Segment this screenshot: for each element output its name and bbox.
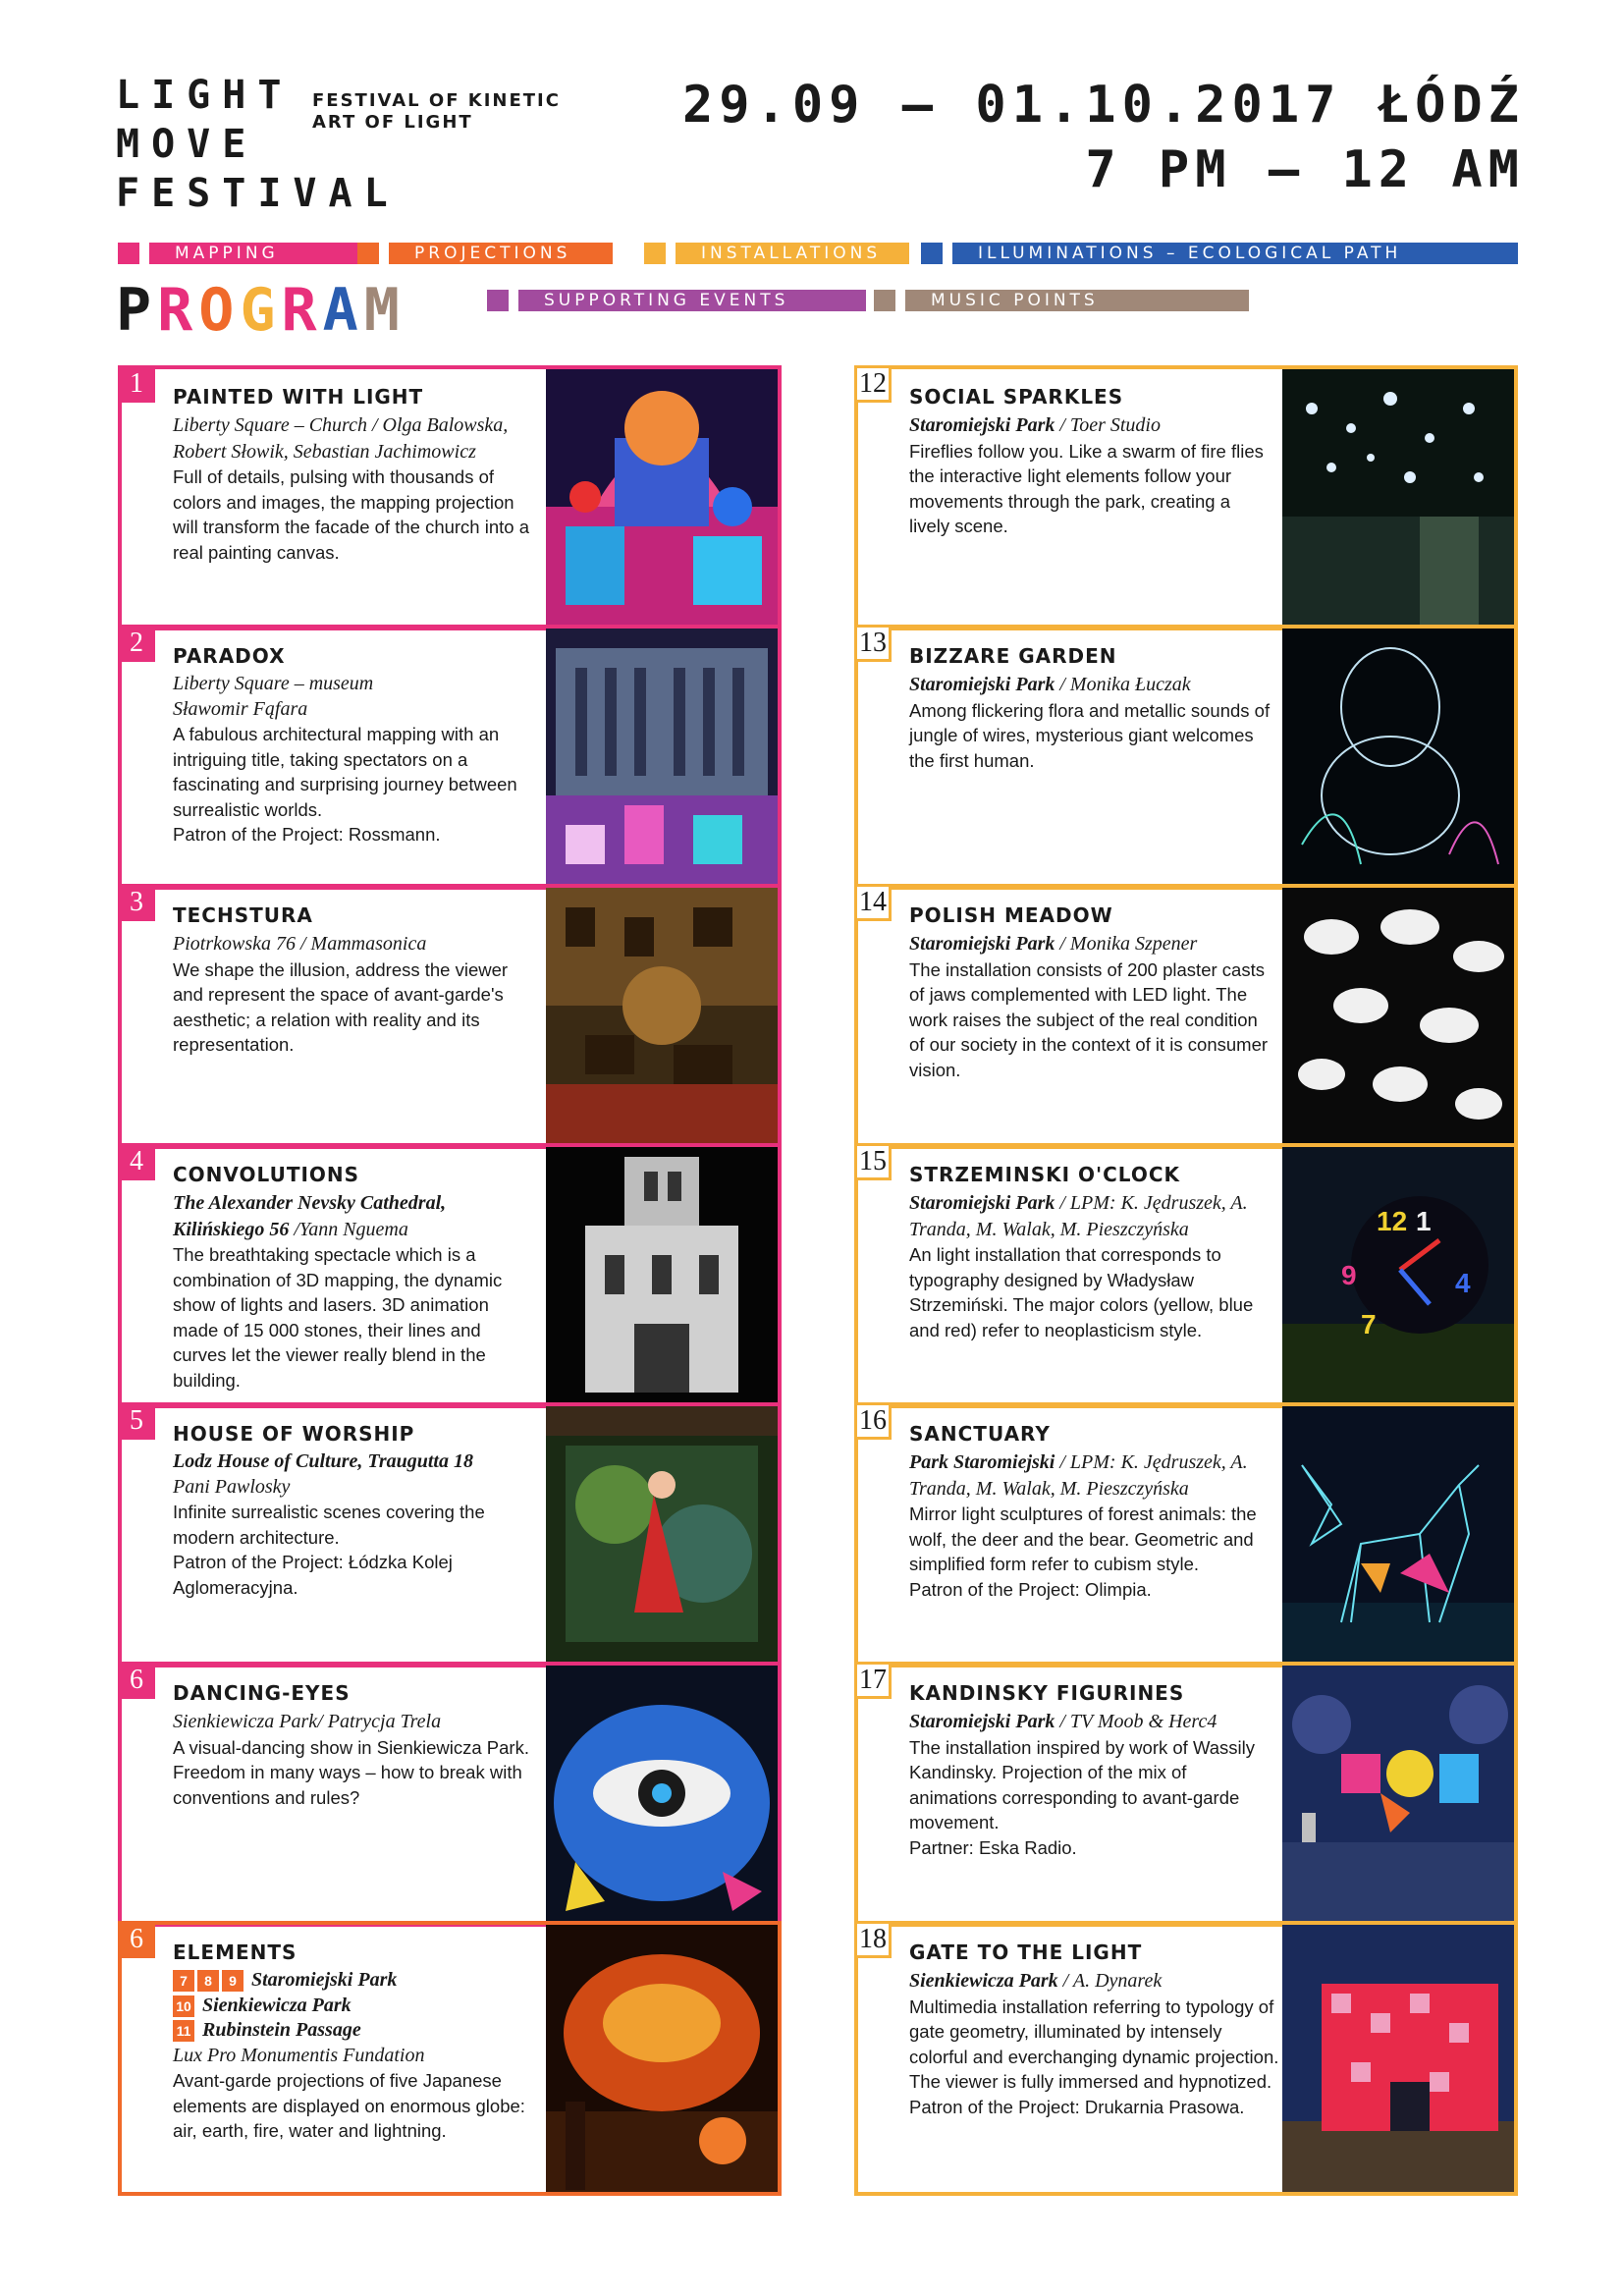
- event-description: Fireflies follow you. Like a swarm of fire flies the interactive light elements follow your movements through the park, creating a lively scene.: [909, 440, 1264, 536]
- category-illuminations: [921, 242, 1518, 265]
- event-author: / Mammasonica: [296, 933, 427, 955]
- event-card: [118, 1662, 782, 1927]
- event-card: [118, 1402, 782, 1667]
- event-photo: [1282, 1925, 1514, 2192]
- logo-line: FESTIVAL: [116, 171, 400, 216]
- program-title-letter: M: [363, 276, 406, 345]
- event-author: / LPM: K. Jędruszek, A. Tranda, M. Walak, M. Pieszczyńska: [909, 1192, 1248, 1240]
- event-card: [854, 884, 1518, 1149]
- event-author: /Yann Nguema: [289, 1218, 408, 1240]
- event-description: The installation consists of 200 plaster casts of jaws complemented with LED light. The work raises the subject of the real condition of our society in the context of it is consumer vision.: [909, 958, 1269, 1080]
- logo-line: MOVE: [116, 122, 258, 167]
- event-description: Multimedia installation referring to typology of gate geometry, illuminated by intensely colorful and everchanging dynamic projection. The viewer is fully immersed and hypnotized. Patron of the Project: Drukarnia Prasowa.: [909, 1995, 1279, 2117]
- event-title: POLISH MEADOW: [909, 903, 1113, 927]
- event-description: Among flickering flora and metallic sounds of jungle of wires, mysterious giant welcomes the first human.: [909, 699, 1271, 771]
- program-title: [116, 276, 406, 345]
- event-photo: [546, 1925, 778, 2192]
- event-title: PAINTED WITH LIGHT: [173, 385, 424, 409]
- category-swatch: [874, 290, 895, 311]
- event-card: [118, 1143, 782, 1408]
- event-patron: Patron of the Project: Łódzka Kolej Aglomeracyjna.: [173, 1552, 453, 1598]
- event-title: GATE TO THE LIGHT: [909, 1941, 1143, 1964]
- event-description: Full of details, pulsing with thousands of colors and images, the mapping projection will transform the facade of the church into a real painting canvas.: [173, 466, 529, 563]
- event-photo: [1282, 1406, 1514, 1664]
- event-number: 6: [118, 1921, 155, 1958]
- event-title: CONVOLUTIONS: [173, 1163, 360, 1186]
- event-location-row: [173, 1994, 536, 2019]
- event-photo: [1282, 369, 1514, 627]
- category-swatch: [644, 243, 666, 264]
- event-patron: Patron of the Project: Olimpia.: [909, 1578, 1152, 1600]
- event-card: [854, 1143, 1518, 1408]
- event-title: ELEMENTS: [173, 1941, 298, 1964]
- tagline-line: ART OF LIGHT: [312, 112, 473, 133]
- event-title: PARADOX: [173, 644, 286, 668]
- event-number: 5: [118, 1402, 155, 1440]
- category-music: [874, 289, 1249, 312]
- tagline-line: FESTIVAL OF KINETIC: [312, 90, 561, 111]
- event-card: [854, 365, 1518, 630]
- event-number: 4: [118, 1143, 155, 1180]
- program-title-letter: G: [240, 276, 282, 345]
- event-number: 1: [118, 365, 155, 403]
- event-author: / LPM: K. Jędruszek, A. Tranda, M. Walak, M. Pieszczyńska: [909, 1451, 1248, 1500]
- event-number: 12: [854, 365, 892, 403]
- event-title: SOCIAL SPARKLES: [909, 385, 1124, 409]
- category-label: ILLUMINATIONS – ECOLOGICAL PATH: [952, 243, 1518, 264]
- event-number: 15: [854, 1143, 892, 1180]
- category-mapping: [118, 242, 357, 265]
- event-card: [118, 625, 782, 890]
- event-card: [118, 1921, 782, 2196]
- event-title: DANCING-EYES: [173, 1681, 351, 1705]
- event-photo: [1282, 1147, 1514, 1404]
- event-title: TECHSTURA: [173, 903, 313, 927]
- event-author: / Toer Studio: [1055, 414, 1161, 436]
- event-number-tag: 9: [222, 1970, 243, 1992]
- event-photo: [1282, 1666, 1514, 1923]
- event-number: 13: [854, 625, 892, 662]
- event-number: 14: [854, 884, 892, 921]
- event-author: / Patrycja Trela: [317, 1711, 442, 1732]
- event-location: The Alexander Nevsky Cathedral, Kilińskiego 56: [173, 1192, 447, 1240]
- category-swatch: [118, 243, 139, 264]
- category-projections: [357, 242, 613, 265]
- svg-text:7: 7: [1361, 1309, 1377, 1339]
- event-photo: [1282, 629, 1514, 886]
- event-description: Avant-garde projections of five Japanese elements are displayed on enormous globe: air, earth, fire, water and lightning.: [173, 2070, 525, 2141]
- event-location: Liberty Square – museum: [173, 673, 374, 694]
- event-location: Sienkiewicza Park: [173, 1711, 318, 1732]
- event-card: [854, 625, 1518, 890]
- event-description: A fabulous architectural mapping with an intriguing title, taking spectators on a fascinating and surprising journey between surrealistic worlds.: [173, 724, 517, 820]
- event-author: / TV Moob & Herc4: [1055, 1711, 1217, 1732]
- svg-text:4: 4: [1455, 1268, 1471, 1298]
- event-author: / A. Dynarek: [1057, 1970, 1163, 1992]
- program-title-letter: A: [322, 276, 364, 345]
- event-location: Staromiejski Park: [909, 414, 1055, 436]
- event-author: Pani Pawlosky: [173, 1475, 291, 1498]
- event-author: / Monika Łuczak: [1055, 674, 1191, 695]
- event-photo: [546, 369, 778, 627]
- event-photo: [546, 1406, 778, 1664]
- event-card: [118, 884, 782, 1149]
- program-title-letter: R: [157, 276, 199, 345]
- event-photo: [546, 888, 778, 1145]
- date-line: 29.09 – 01.10.2017 ŁÓDŹ: [681, 76, 1525, 135]
- svg-text:12: 12: [1377, 1206, 1408, 1236]
- event-description: We shape the illusion, address the viewer and represent the space of avant-garde's aesthetic; a relation with reality and its representation.: [173, 958, 509, 1055]
- event-photo: [546, 1666, 778, 1923]
- event-number-tag: 11: [173, 2020, 194, 2042]
- category-swatch: [487, 290, 509, 311]
- category-label: SUPPORTING EVENTS: [518, 290, 866, 311]
- event-card: [854, 1662, 1518, 1927]
- event-title: SANCTUARY: [909, 1422, 1051, 1446]
- event-description: Mirror light sculptures of forest animals: the wolf, the deer and the bear. Geometric and simplified form refer to cubism style.: [909, 1503, 1257, 1574]
- event-location: Sienkiewicza Park: [909, 1970, 1058, 1992]
- event-location: Sienkiewicza Park: [202, 1994, 352, 2016]
- event-location-row: [173, 1968, 536, 1994]
- event-patron: Patron of the Project: Rossmann.: [173, 824, 441, 845]
- category-label: PROJECTIONS: [389, 243, 613, 264]
- category-swatch: [357, 243, 379, 264]
- event-number: 18: [854, 1921, 892, 1958]
- event-number-tag: 8: [197, 1970, 219, 1992]
- event-number: 17: [854, 1662, 892, 1699]
- logo-line: LIGHT: [116, 73, 294, 118]
- event-card: [854, 1921, 1518, 2196]
- festival-tagline: [312, 90, 561, 134]
- time-line: 7 PM – 12 AM: [1085, 140, 1525, 199]
- event-number-tag: 10: [173, 1995, 194, 2017]
- event-card: [854, 1402, 1518, 1667]
- event-title: KANDINSKY FIGURINES: [909, 1681, 1185, 1705]
- event-location: Liberty Square – Church: [173, 414, 367, 436]
- event-location: Lodz House of Culture, Traugutta 18: [173, 1450, 473, 1472]
- event-photo: [546, 629, 778, 886]
- event-location: Staromiejski Park: [909, 674, 1055, 695]
- event-location-row: [173, 2018, 536, 2044]
- event-card: [118, 365, 782, 630]
- event-description: A visual-dancing show in Sienkiewicza Park. Freedom in many ways – how to break with conventions and rules?: [173, 1736, 529, 1808]
- event-description: The breathtaking spectacle which is a combination of 3D mapping, the dynamic show of lights and lasers. 3D animation made of 15 000 stones, their lines and curves let the viewer really blend in the building.: [173, 1244, 503, 1391]
- event-author: / Monika Szpener: [1055, 933, 1198, 955]
- event-title: BIZZARE GARDEN: [909, 644, 1117, 668]
- event-location: Park Staromiejski: [909, 1451, 1055, 1473]
- event-description: An light installation that corresponds to typography designed by Władysław Strzemiński. The major colors (yellow, blue and red) refer to neoplasticism style.: [909, 1244, 1254, 1340]
- event-photo: [1282, 888, 1514, 1145]
- event-title: STRZEMINSKI O'CLOCK: [909, 1163, 1181, 1186]
- category-label: INSTALLATIONS: [676, 243, 909, 264]
- category-supporting: [487, 289, 866, 312]
- svg-text:1: 1: [1416, 1206, 1432, 1236]
- event-number: 16: [854, 1402, 892, 1440]
- event-description: Infinite surrealistic scenes covering the modern architecture.: [173, 1502, 485, 1548]
- event-location: Staromiejski Park: [909, 1192, 1055, 1214]
- category-swatch: [921, 243, 943, 264]
- category-label: MUSIC POINTS: [905, 290, 1249, 311]
- event-location: Piotrkowska 76: [173, 933, 296, 955]
- program-title-letter: O: [198, 276, 241, 345]
- event-number: 6: [118, 1662, 155, 1699]
- event-location: Rubinstein Passage: [202, 2019, 361, 2041]
- program-title-letter: P: [116, 276, 158, 345]
- event-author: / Olga Balowska, Robert Słowik, Sebastian Jachimowicz: [173, 414, 509, 463]
- event-location: Staromiejski Park: [909, 1711, 1055, 1732]
- event-number: 3: [118, 884, 155, 921]
- event-photo: [546, 1147, 778, 1404]
- svg-text:9: 9: [1341, 1260, 1357, 1290]
- event-author: Sławomir Fąfara: [173, 697, 308, 720]
- event-partner: Partner: Eska Radio.: [909, 1836, 1077, 1858]
- event-number: 2: [118, 625, 155, 662]
- event-location: Staromiejski Park: [909, 933, 1055, 955]
- category-installations: [644, 242, 909, 265]
- event-title: HOUSE OF WORSHIP: [173, 1422, 415, 1446]
- festival-dates: [682, 73, 1525, 202]
- event-description: The installation inspired by work of Wassily Kandinsky. Projection of the mix of animations corresponding to avant-garde movement.: [909, 1736, 1255, 1832]
- program-title-text: [116, 276, 406, 345]
- event-number-tag: 7: [173, 1970, 194, 1992]
- category-label: MAPPING: [149, 243, 357, 264]
- event-author: Lux Pro Monumentis Fundation: [173, 2044, 425, 2066]
- event-location: Staromiejski Park: [251, 1969, 398, 1991]
- program-title-letter: R: [281, 276, 323, 345]
